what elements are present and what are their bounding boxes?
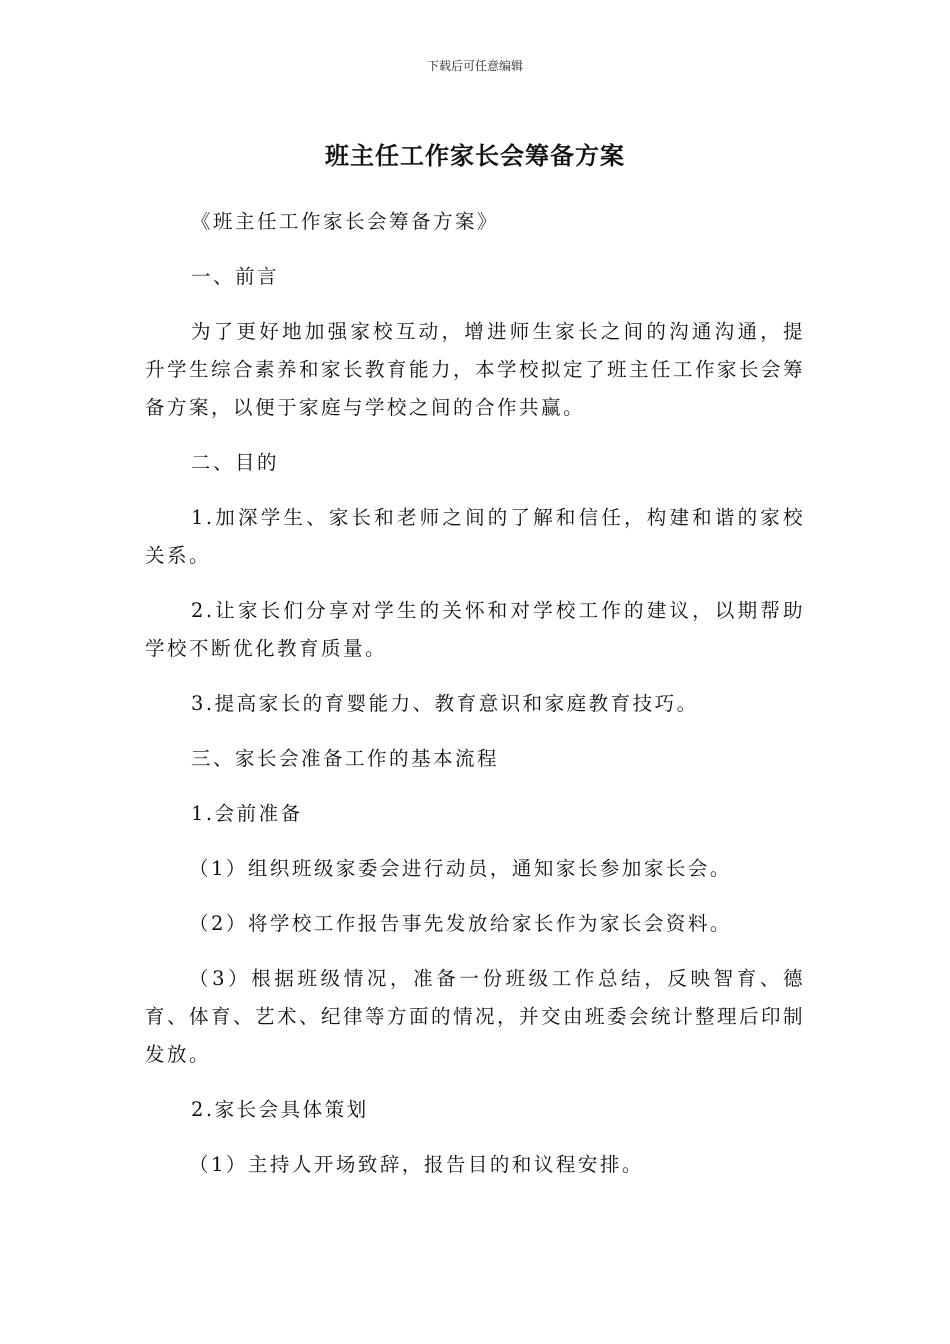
planning-item-1: （1）主持人开场致辞，报告目的和议程安排。 <box>189 1153 644 1176</box>
header-note: 下载后可任意编辑 <box>426 59 523 73</box>
preparation-item-2: （2）将学校工作报告事先发放给家长作为家长会资料。 <box>189 912 732 935</box>
purpose-item-2: 2.让家长们分享对学生的关怀和对学校工作的建议，以期帮助学校不断优化教育质量。 <box>145 599 805 660</box>
document-body <box>145 203 805 1201</box>
preparation-item-3: （3）根据班级情况，准备一份班级工作总结，反映智育、德育、体育、艺术、纪律等方面的情况，并交由班委会统计整理后印制发放。 <box>145 967 806 1066</box>
process-heading-planning: 2.家长会具体策划 <box>191 1098 369 1121</box>
purpose-item-3: 3.提高家长的育婴能力、教育意识和家庭教育技巧。 <box>191 692 699 715</box>
section-heading-process: 三、家长会准备工作的基本流程 <box>191 747 500 770</box>
section-heading-purpose: 二、目的 <box>191 451 280 474</box>
document-title: 班主任工作家长会筹备方案 <box>325 142 625 170</box>
section-heading-preface: 一、前言 <box>191 265 280 288</box>
paragraph-preface: 为了更好地加强家校互动，增进师生家长之间的沟通沟通，提升学生综合素养和家长教育能力，本学校拟定了班主任工作家长会筹备方案，以便于家庭与学校之间的合作共赢。 <box>145 320 806 419</box>
preparation-item-1: （1）组织班级家委会进行动员，通知家长参加家长会。 <box>189 857 732 880</box>
process-heading-preparation: 1.会前准备 <box>191 802 303 825</box>
purpose-item-1: 1.加深学生、家长和老师之间的了解和信任，构建和谐的家校关系。 <box>145 506 805 567</box>
paragraph-book-title: 《班主任工作家长会筹备方案》 <box>191 210 500 233</box>
